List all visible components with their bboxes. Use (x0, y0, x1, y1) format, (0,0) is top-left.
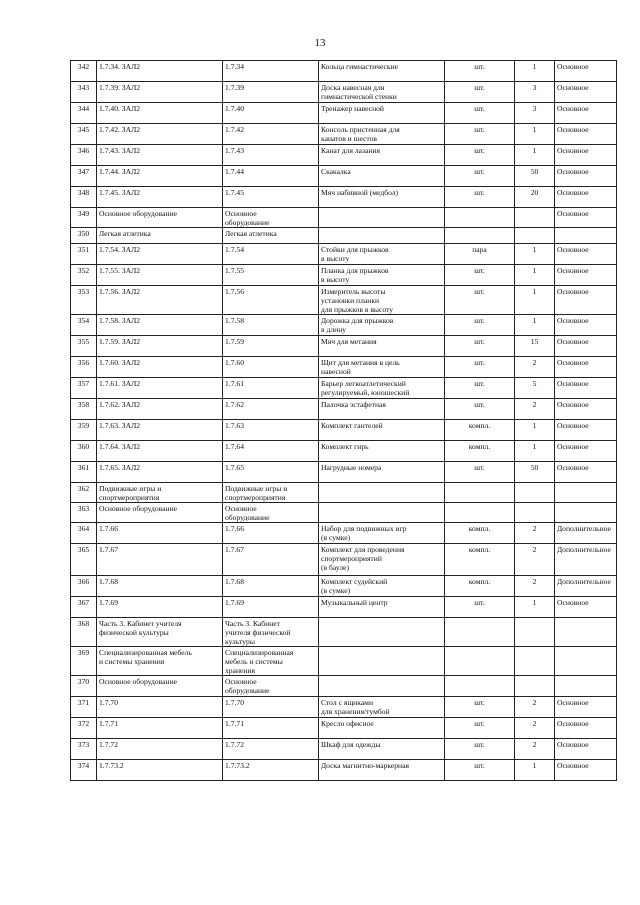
item-unit: компл. (445, 420, 515, 441)
item-reference: 1.7.63 (223, 420, 319, 441)
row-number: 355 (71, 336, 97, 357)
item-category: Основное (555, 244, 617, 265)
item-quantity: 2 (515, 576, 555, 597)
item-name: Консоль пристенная для канатов и шестов (319, 124, 445, 145)
table-row (71, 739, 617, 760)
item-code: 1.7.66 (97, 523, 223, 544)
item-code: 1.7.55. ЗАЛ2 (97, 265, 223, 286)
table-row (71, 103, 617, 124)
item-name: Измеритель высоты установки планки для прыжков в высоту (319, 286, 445, 315)
table-row (71, 336, 617, 357)
item-unit: шт. (445, 718, 515, 739)
row-number: 348 (71, 187, 97, 208)
item-unit: шт. (445, 82, 515, 103)
item-quantity: 2 (515, 718, 555, 739)
item-name (319, 618, 445, 647)
item-reference: 1.7.64 (223, 441, 319, 462)
item-code: 1.7.34. ЗАЛ2 (97, 61, 223, 82)
item-name: Набор для подвижных игр (в сумке) (319, 523, 445, 544)
item-name: Мяч для метания (319, 336, 445, 357)
item-unit (445, 676, 515, 697)
table-row (71, 718, 617, 739)
item-code: Основное оборудование (97, 208, 223, 228)
item-code: 1.7.54. ЗАЛ2 (97, 244, 223, 265)
item-name: Кольца гимнастические (319, 61, 445, 82)
item-code: Легкая атлетика (97, 228, 223, 244)
table-row (71, 441, 617, 462)
item-quantity (515, 647, 555, 676)
row-number: 356 (71, 357, 97, 378)
table-row (71, 61, 617, 82)
item-code: 1.7.65. ЗАЛ2 (97, 462, 223, 483)
item-category: Основное (555, 462, 617, 483)
item-reference: Основное оборудование (223, 208, 319, 228)
equipment-table (70, 60, 617, 781)
item-name: Скакалка (319, 166, 445, 187)
row-number: 342 (71, 61, 97, 82)
item-code: 1.7.67 (97, 544, 223, 576)
row-number: 367 (71, 597, 97, 618)
item-name (319, 483, 445, 503)
item-category: Основное (555, 145, 617, 166)
item-reference: 1.7.68 (223, 576, 319, 597)
table-row (71, 676, 617, 697)
table-row (71, 244, 617, 265)
item-name (319, 647, 445, 676)
item-name (319, 208, 445, 228)
item-name: Комплект гирь (319, 441, 445, 462)
item-reference: 1.7.69 (223, 597, 319, 618)
item-reference: 1.7.42 (223, 124, 319, 145)
item-reference: Основное оборудование (223, 503, 319, 523)
item-quantity (515, 228, 555, 244)
item-name (319, 228, 445, 244)
item-unit: шт. (445, 399, 515, 420)
item-code: 1.7.44. ЗАЛ2 (97, 166, 223, 187)
table-row (71, 286, 617, 315)
item-category: Основное (555, 265, 617, 286)
table-row (71, 187, 617, 208)
item-code: 1.7.59. ЗАЛ2 (97, 336, 223, 357)
item-reference: 1.7.70 (223, 697, 319, 718)
item-quantity: 1 (515, 124, 555, 145)
item-quantity: 5 (515, 378, 555, 399)
item-reference: 1.7.65 (223, 462, 319, 483)
item-quantity: 1 (515, 315, 555, 336)
item-reference: 1.7.72 (223, 739, 319, 760)
row-number: 362 (71, 483, 97, 503)
item-category: Основное (555, 61, 617, 82)
item-name: Нагрудные номера (319, 462, 445, 483)
item-code: 1.7.62. ЗАЛ2 (97, 399, 223, 420)
item-unit: шт. (445, 697, 515, 718)
item-name: Музыкальный центр (319, 597, 445, 618)
item-category: Основное (555, 739, 617, 760)
item-reference: 1.7.66 (223, 523, 319, 544)
item-unit: шт. (445, 597, 515, 618)
item-category (555, 483, 617, 503)
table-body (71, 61, 617, 781)
item-reference: 1.7.60 (223, 357, 319, 378)
table-row (71, 647, 617, 676)
row-number: 360 (71, 441, 97, 462)
item-unit (445, 483, 515, 503)
item-quantity: 1 (515, 286, 555, 315)
item-code: Основное оборудование (97, 503, 223, 523)
item-code: 1.7.60. ЗАЛ2 (97, 357, 223, 378)
item-quantity: 2 (515, 697, 555, 718)
item-category: Основное (555, 208, 617, 228)
item-name: Стол с ящиками для хранения/тумбой (319, 697, 445, 718)
item-unit: шт. (445, 124, 515, 145)
item-unit: шт. (445, 315, 515, 336)
item-unit: шт. (445, 336, 515, 357)
item-quantity: 1 (515, 265, 555, 286)
row-number: 343 (71, 82, 97, 103)
item-unit: компл. (445, 441, 515, 462)
table-row (71, 166, 617, 187)
table-row (71, 399, 617, 420)
item-reference: 1.7.62 (223, 399, 319, 420)
item-code: 1.7.40. ЗАЛ2 (97, 103, 223, 124)
item-quantity: 2 (515, 523, 555, 544)
item-category: Основное (555, 315, 617, 336)
item-reference: 1.7.55 (223, 265, 319, 286)
row-number: 369 (71, 647, 97, 676)
item-code: 1.7.61. ЗАЛ2 (97, 378, 223, 399)
row-number: 359 (71, 420, 97, 441)
item-name: Комплект гантелей (319, 420, 445, 441)
item-name: Доска навесная для гимнастической стенки (319, 82, 445, 103)
item-code: 1.7.45. ЗАЛ2 (97, 187, 223, 208)
row-number: 354 (71, 315, 97, 336)
row-number: 364 (71, 523, 97, 544)
item-reference: 1.7.58 (223, 315, 319, 336)
row-number: 347 (71, 166, 97, 187)
item-quantity: 2 (515, 544, 555, 576)
item-unit: шт. (445, 462, 515, 483)
item-name (319, 676, 445, 697)
row-number: 370 (71, 676, 97, 697)
table-row (71, 228, 617, 244)
item-category: Основное (555, 378, 617, 399)
item-quantity: 1 (515, 760, 555, 781)
row-number: 351 (71, 244, 97, 265)
row-number: 361 (71, 462, 97, 483)
row-number: 350 (71, 228, 97, 244)
item-unit: шт. (445, 265, 515, 286)
item-code: 1.7.73.2 (97, 760, 223, 781)
table-row (71, 523, 617, 544)
item-unit: шт. (445, 357, 515, 378)
item-category (555, 503, 617, 523)
item-quantity: 1 (515, 420, 555, 441)
item-code: 1.7.58. ЗАЛ2 (97, 315, 223, 336)
item-category: Основное (555, 399, 617, 420)
item-reference: 1.7.56 (223, 286, 319, 315)
item-category: Основное (555, 760, 617, 781)
item-reference: Основное оборудование (223, 676, 319, 697)
item-quantity: 50 (515, 462, 555, 483)
table-row (71, 420, 617, 441)
item-category: Основное (555, 357, 617, 378)
item-quantity: 2 (515, 739, 555, 760)
item-quantity: 1 (515, 145, 555, 166)
item-unit (445, 618, 515, 647)
row-number: 349 (71, 208, 97, 228)
item-code: 1.7.43. ЗАЛ2 (97, 145, 223, 166)
table-row (71, 265, 617, 286)
row-number: 374 (71, 760, 97, 781)
item-name: Барьер легкоатлетический регулируемый, юношеский (319, 378, 445, 399)
item-quantity (515, 483, 555, 503)
item-unit (445, 228, 515, 244)
item-quantity: 1 (515, 61, 555, 82)
item-reference: 1.7.61 (223, 378, 319, 399)
row-number: 373 (71, 739, 97, 760)
item-quantity (515, 618, 555, 647)
table-row (71, 124, 617, 145)
item-code: 1.7.64. ЗАЛ2 (97, 441, 223, 462)
item-quantity: 1 (515, 441, 555, 462)
item-unit: шт. (445, 61, 515, 82)
item-category (555, 228, 617, 244)
item-name: Канат для лазания (319, 145, 445, 166)
row-number: 353 (71, 286, 97, 315)
table-row (71, 597, 617, 618)
item-code: 1.7.69 (97, 597, 223, 618)
item-reference: 1.7.34 (223, 61, 319, 82)
row-number: 368 (71, 618, 97, 647)
item-reference: 1.7.67 (223, 544, 319, 576)
item-unit: шт. (445, 286, 515, 315)
item-category: Дополнительное (555, 544, 617, 576)
item-reference: 1.7.54 (223, 244, 319, 265)
table-row (71, 503, 617, 523)
item-name: Комплект судейский (в сумке) (319, 576, 445, 597)
item-name (319, 503, 445, 523)
item-category: Основное (555, 441, 617, 462)
item-name: Планка для прыжков в высоту (319, 265, 445, 286)
item-code: Подвижные игры и спортмероприятия (97, 483, 223, 503)
item-quantity: 1 (515, 244, 555, 265)
item-unit: шт. (445, 378, 515, 399)
item-reference: 1.7.45 (223, 187, 319, 208)
table-row (71, 378, 617, 399)
item-category: Основное (555, 697, 617, 718)
item-quantity: 3 (515, 82, 555, 103)
table-row (71, 697, 617, 718)
item-name: Стойки для прыжков в высоту (319, 244, 445, 265)
item-category: Дополнительное (555, 523, 617, 544)
item-reference: Подвижные игры и спортмероприятия (223, 483, 319, 503)
item-name: Кресло офисное (319, 718, 445, 739)
item-reference: 1.7.39 (223, 82, 319, 103)
item-code: Специализированная мебель и системы хранения (97, 647, 223, 676)
table-row (71, 576, 617, 597)
item-reference: Часть 3. Кабинет учителя физической культуры (223, 618, 319, 647)
row-number: 365 (71, 544, 97, 576)
item-category: Основное (555, 336, 617, 357)
page-number: 13 (314, 37, 326, 49)
item-reference: Легкая атлетика (223, 228, 319, 244)
item-reference: 1.7.59 (223, 336, 319, 357)
item-category (555, 618, 617, 647)
table-row (71, 145, 617, 166)
item-code: 1.7.63. ЗАЛ2 (97, 420, 223, 441)
item-quantity (515, 676, 555, 697)
table-row (71, 760, 617, 781)
row-number: 344 (71, 103, 97, 124)
item-unit (445, 647, 515, 676)
item-quantity: 15 (515, 336, 555, 357)
item-category: Основное (555, 718, 617, 739)
item-quantity: 50 (515, 166, 555, 187)
item-code: 1.7.72 (97, 739, 223, 760)
table-row (71, 208, 617, 228)
table-row (71, 618, 617, 647)
row-number: 372 (71, 718, 97, 739)
item-name: Шкаф для одежды (319, 739, 445, 760)
table-row (71, 462, 617, 483)
item-code: 1.7.39. ЗАЛ2 (97, 82, 223, 103)
item-unit: шт. (445, 145, 515, 166)
item-code: Часть 3. Кабинет учителя физической культуры (97, 618, 223, 647)
table-row (71, 483, 617, 503)
row-number: 358 (71, 399, 97, 420)
table-row (71, 357, 617, 378)
row-number: 352 (71, 265, 97, 286)
item-category (555, 676, 617, 697)
item-unit: пара (445, 244, 515, 265)
item-category: Основное (555, 286, 617, 315)
item-category: Дополнительное (555, 576, 617, 597)
item-unit (445, 503, 515, 523)
item-reference: Специализированная мебель и системы хранения (223, 647, 319, 676)
item-reference: 1.7.44 (223, 166, 319, 187)
row-number: 345 (71, 124, 97, 145)
item-name: Мяч набивной (медбол) (319, 187, 445, 208)
item-category: Основное (555, 124, 617, 145)
table-row (71, 544, 617, 576)
item-reference: 1.7.73.2 (223, 760, 319, 781)
item-category: Основное (555, 187, 617, 208)
item-reference: 1.7.43 (223, 145, 319, 166)
item-category: Основное (555, 420, 617, 441)
table-row (71, 315, 617, 336)
item-unit: компл. (445, 544, 515, 576)
item-quantity: 2 (515, 357, 555, 378)
item-category: Основное (555, 166, 617, 187)
item-name: Комплект для проведения спортмероприятий (в бауле) (319, 544, 445, 576)
row-number: 363 (71, 503, 97, 523)
item-unit (445, 208, 515, 228)
item-unit: шт. (445, 187, 515, 208)
item-code: Основное оборудование (97, 676, 223, 697)
item-quantity: 3 (515, 103, 555, 124)
row-number: 357 (71, 378, 97, 399)
item-category: Основное (555, 103, 617, 124)
item-quantity: 1 (515, 597, 555, 618)
row-number: 366 (71, 576, 97, 597)
item-category (555, 647, 617, 676)
row-number: 371 (71, 697, 97, 718)
item-unit: шт. (445, 166, 515, 187)
row-number: 346 (71, 145, 97, 166)
item-code: 1.7.56. ЗАЛ2 (97, 286, 223, 315)
item-name: Доска магнитно-маркерная (319, 760, 445, 781)
item-code: 1.7.42. ЗАЛ2 (97, 124, 223, 145)
item-unit: шт. (445, 739, 515, 760)
item-reference: 1.7.71 (223, 718, 319, 739)
item-name: Палочка эстафетная (319, 399, 445, 420)
item-reference: 1.7.40 (223, 103, 319, 124)
item-code: 1.7.70 (97, 697, 223, 718)
item-unit: компл. (445, 523, 515, 544)
item-category: Основное (555, 82, 617, 103)
item-name: Щит для метания в цель навесной (319, 357, 445, 378)
item-category: Основное (555, 597, 617, 618)
item-quantity (515, 503, 555, 523)
item-code: 1.7.71 (97, 718, 223, 739)
item-unit: шт. (445, 760, 515, 781)
item-unit: шт. (445, 103, 515, 124)
item-name: Дорожка для прыжков в длину (319, 315, 445, 336)
item-name: Тренажер навесной (319, 103, 445, 124)
item-quantity: 20 (515, 187, 555, 208)
item-quantity (515, 208, 555, 228)
item-code: 1.7.68 (97, 576, 223, 597)
table-row (71, 82, 617, 103)
item-quantity: 2 (515, 399, 555, 420)
item-unit: компл. (445, 576, 515, 597)
